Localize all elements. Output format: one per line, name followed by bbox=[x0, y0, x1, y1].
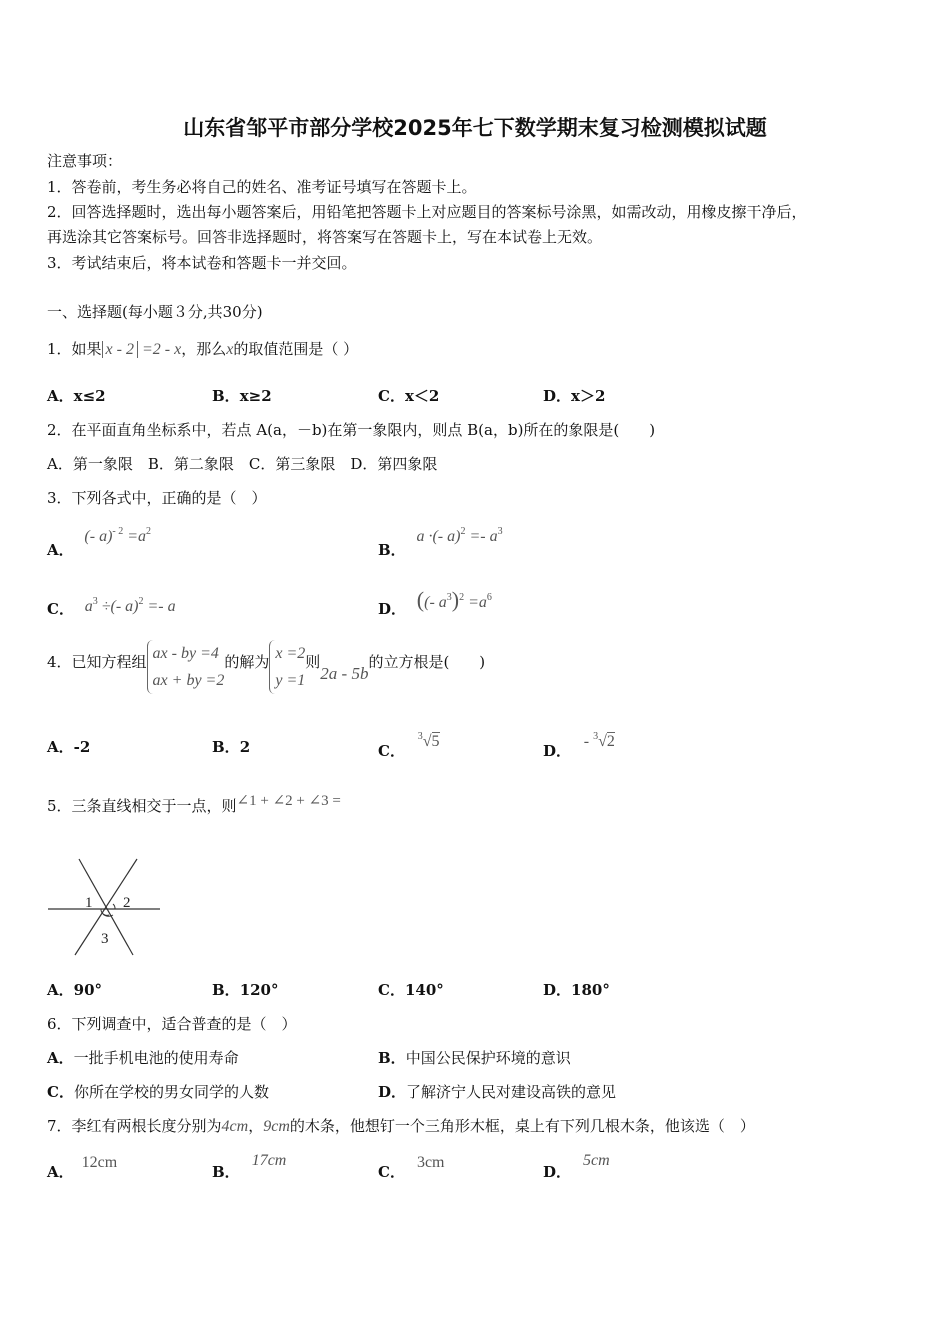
q1-expr-rest: =2 - x bbox=[141, 341, 182, 358]
q4-mid: 的解为 bbox=[224, 653, 270, 671]
q4-then: 则 bbox=[305, 653, 321, 671]
q3-option-d[interactable]: D． ((- $a^3)^2 =a^6$ bbox=[378, 587, 492, 618]
q5-option-d[interactable]: D．180° bbox=[543, 981, 610, 999]
q6-option-c[interactable]: C．你所在学校的男女同学的人数 bbox=[47, 1083, 269, 1101]
q6-option-b[interactable]: B．中国公民保护环境的意识 bbox=[378, 1049, 571, 1067]
q7-option-c[interactable]: C．3cm bbox=[378, 1154, 445, 1181]
q1-expression bbox=[102, 341, 182, 358]
q5-expr: ∠1 + ∠2 + ∠3 = bbox=[236, 793, 341, 809]
q7-separator: ， bbox=[248, 1117, 264, 1135]
q3-option-c[interactable]: C． $a^3$ ÷(- a)$^2$ =- a bbox=[47, 596, 176, 618]
section-heading: 一、选择题(每小题３分,共30分) bbox=[47, 303, 263, 321]
page-title: 山东省邹平市部分学校2025年七下数学期末复习检测模拟试题 bbox=[183, 116, 767, 140]
q6-option-d[interactable]: D．了解济宁人民对建设高铁的意见 bbox=[378, 1083, 617, 1101]
angle-label-1: 1 bbox=[85, 895, 93, 911]
q7-suffix: 的木条，他想钉一个三角形木框，桌上有下列几根木条，他该选（ ） bbox=[289, 1117, 755, 1135]
q6-option-a[interactable]: A．一批手机电池的使用寿命 bbox=[47, 1049, 239, 1067]
q5-prefix: 5．三条直线相交于一点，则 bbox=[47, 797, 237, 815]
question-2: 2．在平面直角坐标系中，若点 A(a，－b)在第一象限内，则点 B(a，b)所在的象限是( ) bbox=[47, 421, 656, 439]
q1-option-a[interactable]: A．x≤2 bbox=[47, 387, 106, 405]
q7-prefix: 7．李红有两根长度分别为 bbox=[47, 1117, 222, 1135]
q1-abs: x - 2 bbox=[102, 341, 138, 358]
q1-var: x bbox=[226, 341, 234, 358]
q1-prefix: 1．如果 bbox=[47, 340, 102, 358]
angle-label-3: 3 bbox=[101, 931, 109, 947]
q1-suffix-b: 的取值范围是（ ） bbox=[233, 340, 359, 358]
q4-suffix: 的立方根是( ) bbox=[368, 653, 486, 671]
q1-suffix-a: ，那么 bbox=[181, 340, 227, 358]
q7-len2: 9cm bbox=[263, 1118, 290, 1135]
q4-option-a[interactable]: A．-2 bbox=[47, 738, 91, 756]
angle-arc-2 bbox=[113, 904, 115, 909]
question-1 bbox=[47, 339, 358, 360]
notice-heading: 注意事项： bbox=[47, 152, 123, 170]
q1-option-d[interactable]: D．x＞2 bbox=[543, 387, 606, 405]
q1-option-c[interactable]: C．x＜2 bbox=[378, 387, 440, 405]
q4-system-2: x =2 y =1 bbox=[269, 640, 305, 694]
q1-option-b[interactable]: B．x≥2 bbox=[212, 387, 272, 405]
q5-option-a[interactable]: A．90° bbox=[47, 981, 103, 999]
question-3: 3．下列各式中，正确的是（ ） bbox=[47, 489, 267, 507]
angle-label-2: 2 bbox=[123, 895, 131, 911]
notice-item: 2．回答选择题时，选出每小题答案后，用铅笔把答题卡上对应题目的答案标号涂黑，如需改动，用橡皮擦干净后， bbox=[47, 203, 807, 221]
q4-expr: 2a - 5b bbox=[320, 664, 369, 683]
question-5 bbox=[47, 790, 341, 815]
q4-option-b[interactable]: B．2 bbox=[212, 738, 251, 756]
notice-item: 再选涂其它答案标号。回答非选择题时，将答案写在答题卡上，写在本试卷上无效。 bbox=[47, 228, 603, 246]
notice-item: 1．答卷前，考生务必将自己的姓名、准考证号填写在答题卡上。 bbox=[47, 178, 477, 196]
q5-option-b[interactable]: B．120° bbox=[212, 981, 279, 999]
q4-prefix: 4．已知方程组 bbox=[47, 653, 147, 671]
question-7 bbox=[47, 1116, 755, 1137]
q7-option-b[interactable]: B．17cm bbox=[212, 1152, 287, 1181]
q4-system-1: ax - by =4 ax + by =2 bbox=[147, 640, 225, 694]
q5-option-c[interactable]: C．140° bbox=[378, 981, 444, 999]
q5-figure bbox=[45, 857, 163, 957]
question-6: 6．下列调查中，适合普查的是（ ） bbox=[47, 1015, 297, 1033]
q7-len1: 4cm bbox=[221, 1118, 249, 1135]
q4-option-c[interactable]: C． $^3$√5 bbox=[378, 731, 440, 760]
notice-item: 3．考试结束后，将本试卷和答题卡一并交回。 bbox=[47, 254, 357, 272]
q7-option-d[interactable]: D．5cm bbox=[543, 1152, 610, 1181]
q3-option-b[interactable]: B． a ·(- $a)^2 =- a^3$ bbox=[378, 526, 503, 559]
q7-option-a[interactable]: A．12cm bbox=[47, 1154, 118, 1181]
q4-option-d[interactable]: D． - $^3$√2 bbox=[543, 731, 615, 760]
q2-options[interactable]: A．第一象限 B．第二象限 C．第三象限 D．第四象限 bbox=[47, 455, 438, 473]
q3-option-a[interactable]: A． (- $a)^{- 2} =a^2$ bbox=[47, 526, 152, 559]
question-4 bbox=[47, 640, 485, 694]
